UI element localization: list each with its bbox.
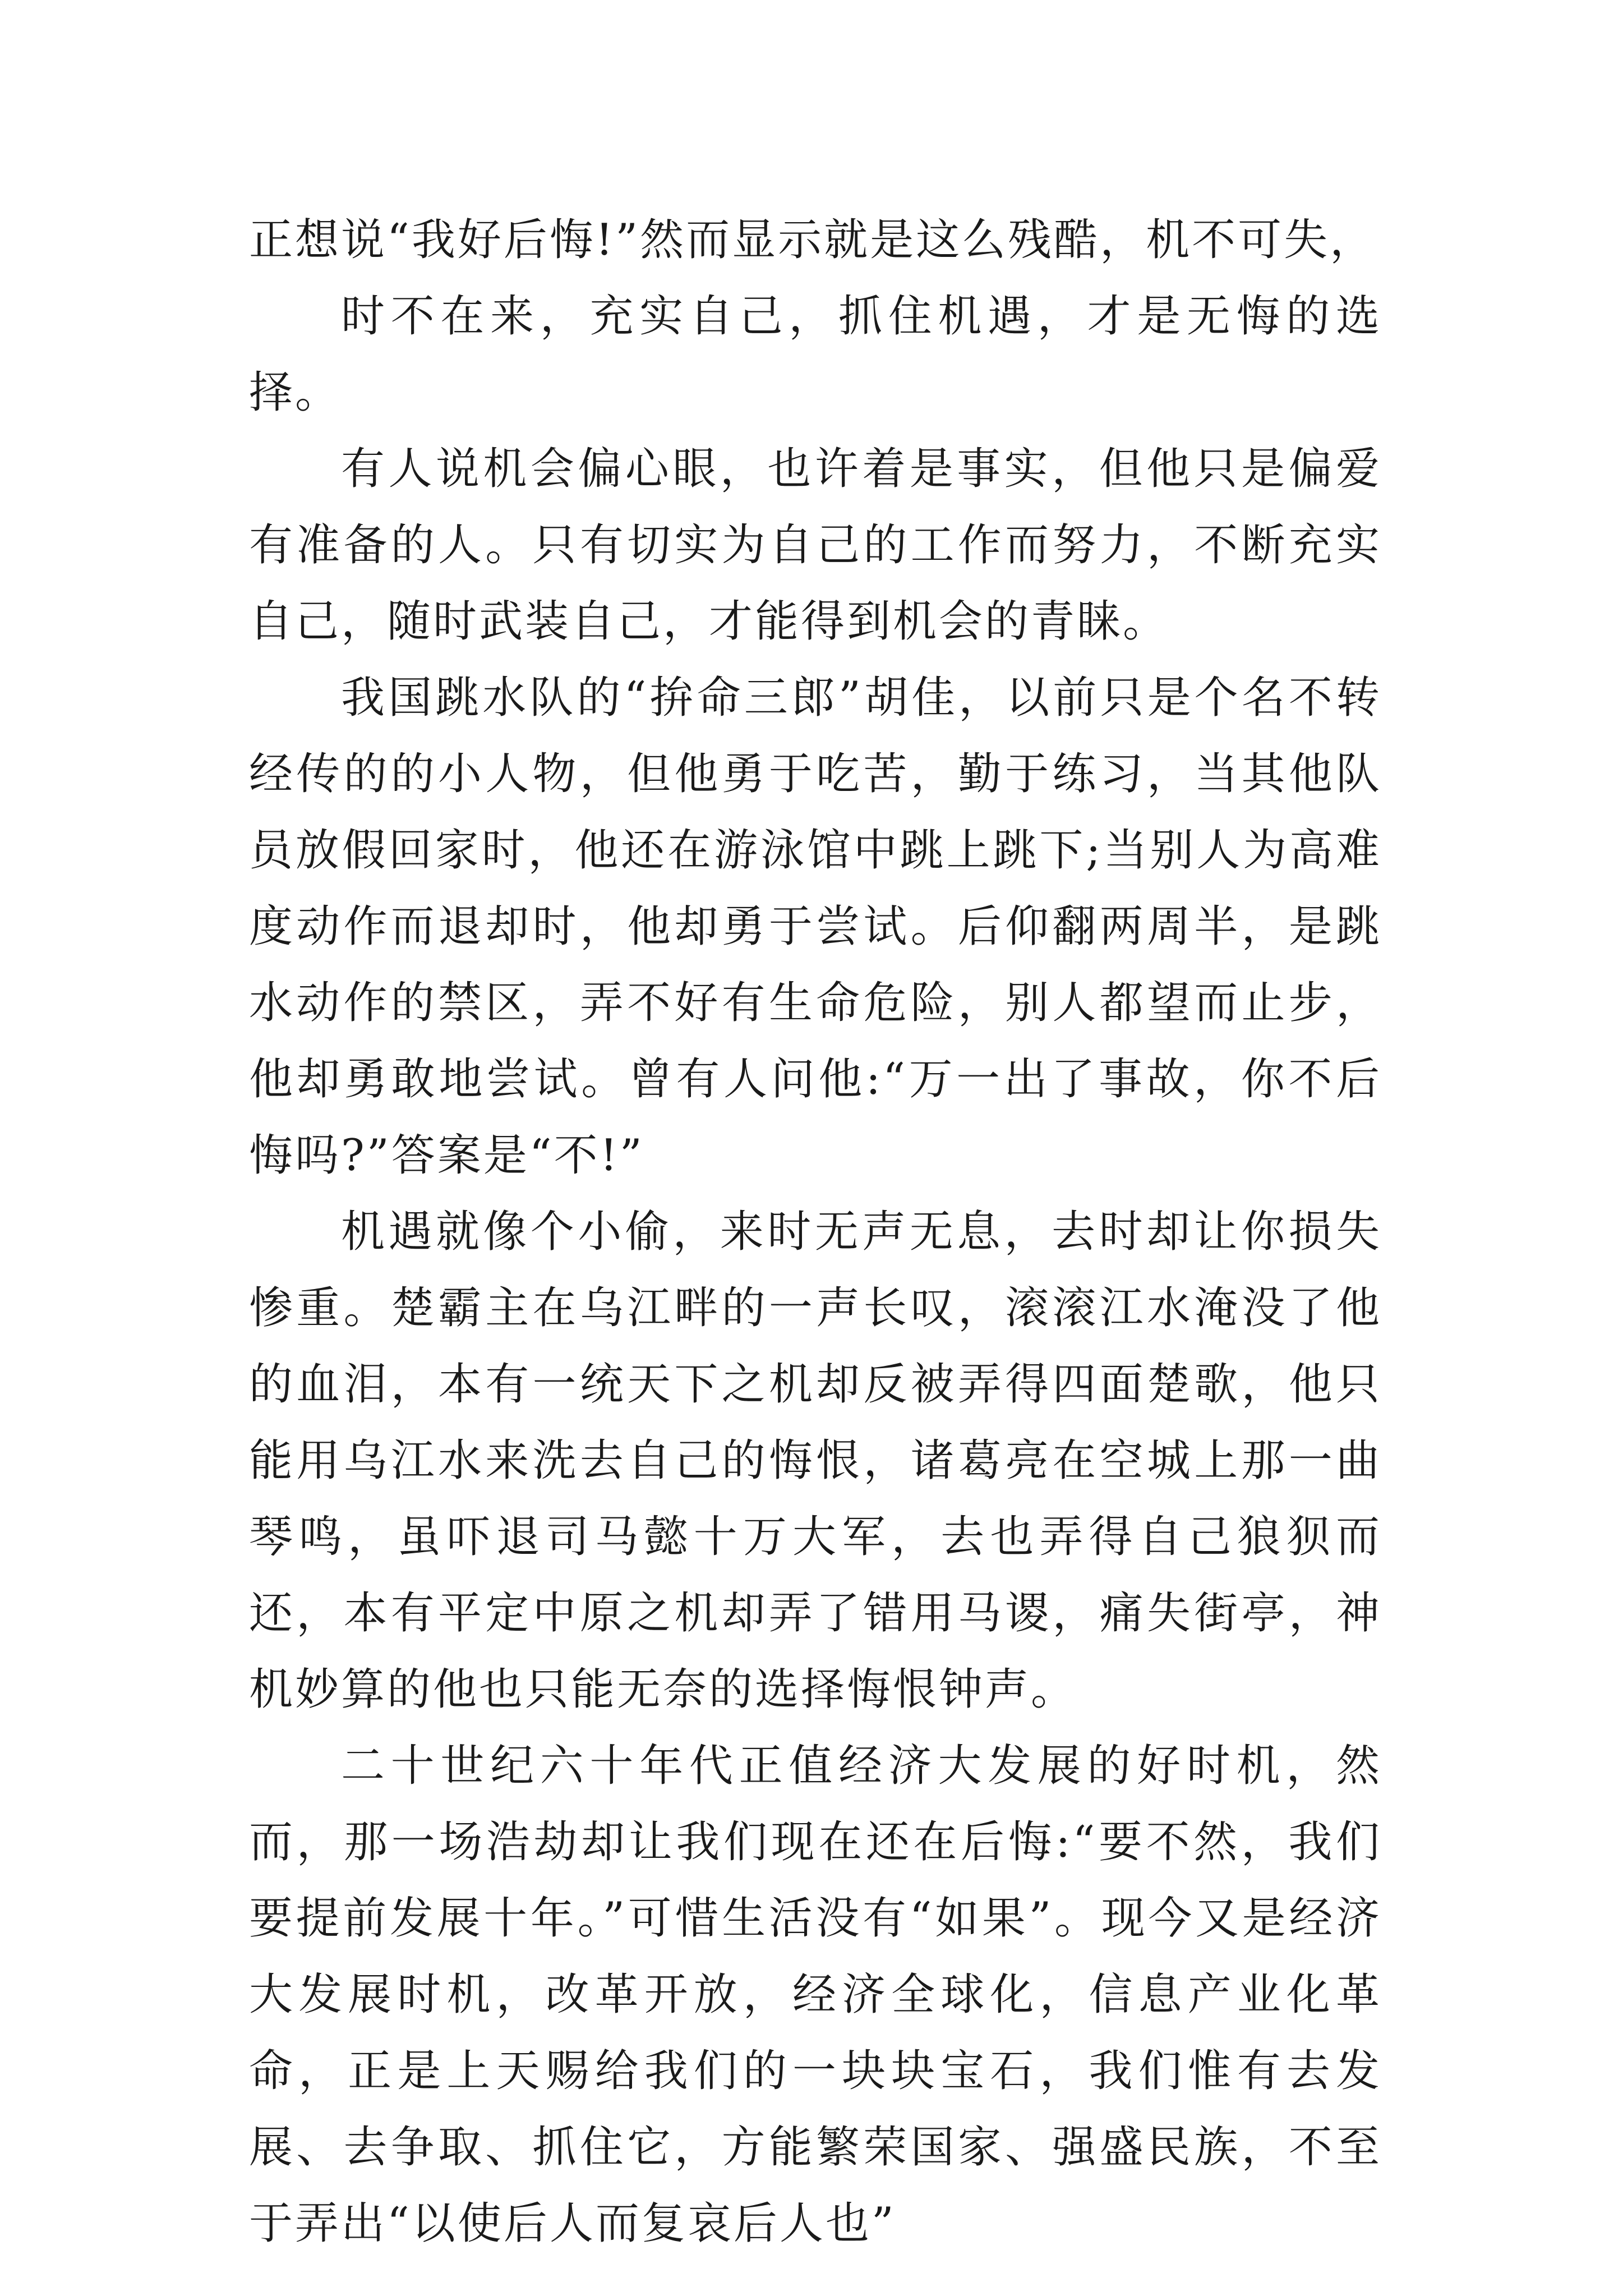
paragraph-1: 正想说“我好后悔!”然而显示就是这么残酷，机不可失， [249,215,1376,265]
paragraph-2: 时不在来，充实自己，抓住机遇，才是无悔的选择。 [249,291,1382,418]
paragraph-5: 机遇就像个小偷，来时无声无息，去时却让你损失惨重。楚霸主在乌江畔的一声长叹，滚滚江水淹没了他的血泪，本有一统天下之机却反被弄得四面楚歌，他只能用乌江水来洗去自己的悔恨，诸葛亮在空城上那一曲琴鸣，虽吓退司马懿十万大军，去也弄得自己狼狈而还，本有平定中原之机却弄了错用马谡，痛失街亭，神机妙算的他也只能无奈的选择悔恨钟声。 [249,1207,1382,1715]
body-text [249,202,1382,2262]
paragraph-4: 我国跳水队的“拚命三郎”胡佳，以前只是个名不转经传的的小人物，但他勇于吃苦，勤于练习，当其他队员放假回家时，他还在游泳馆中跳上跳下;当别人为高难度动作而退却时，他却勇于尝试。后仰翻两周半，是跳水动作的禁区，弄不好有生命危险，别人都望而止步，他却勇敢地尝试。曾有人问他:“万一出了事故，你不后悔吗?”答案是“不!” [249,673,1382,1181]
paragraph-6: 二十世纪六十年代正值经济大发展的好时机，然而，那一场浩劫却让我们现在还在后悔:“要不然，我们要提前发展十年。”可惜生活没有“如果”。现今又是经济大发展时机，改革开放，经济全球化，信息产业化革命，正是上天赐给我们的一块块宝石，我们惟有去发展、去争取、抓住它，方能繁荣国家、强盛民族，不至于弄出“以使后人而复哀后人也” [249,1741,1382,2249]
paragraph-3: 有人说机会偏心眼，也许着是事实，但他只是偏爱有准备的人。只有切实为自己的工作而努力，不断充实自己，随时武装自己，才能得到机会的青睐。 [249,444,1382,647]
